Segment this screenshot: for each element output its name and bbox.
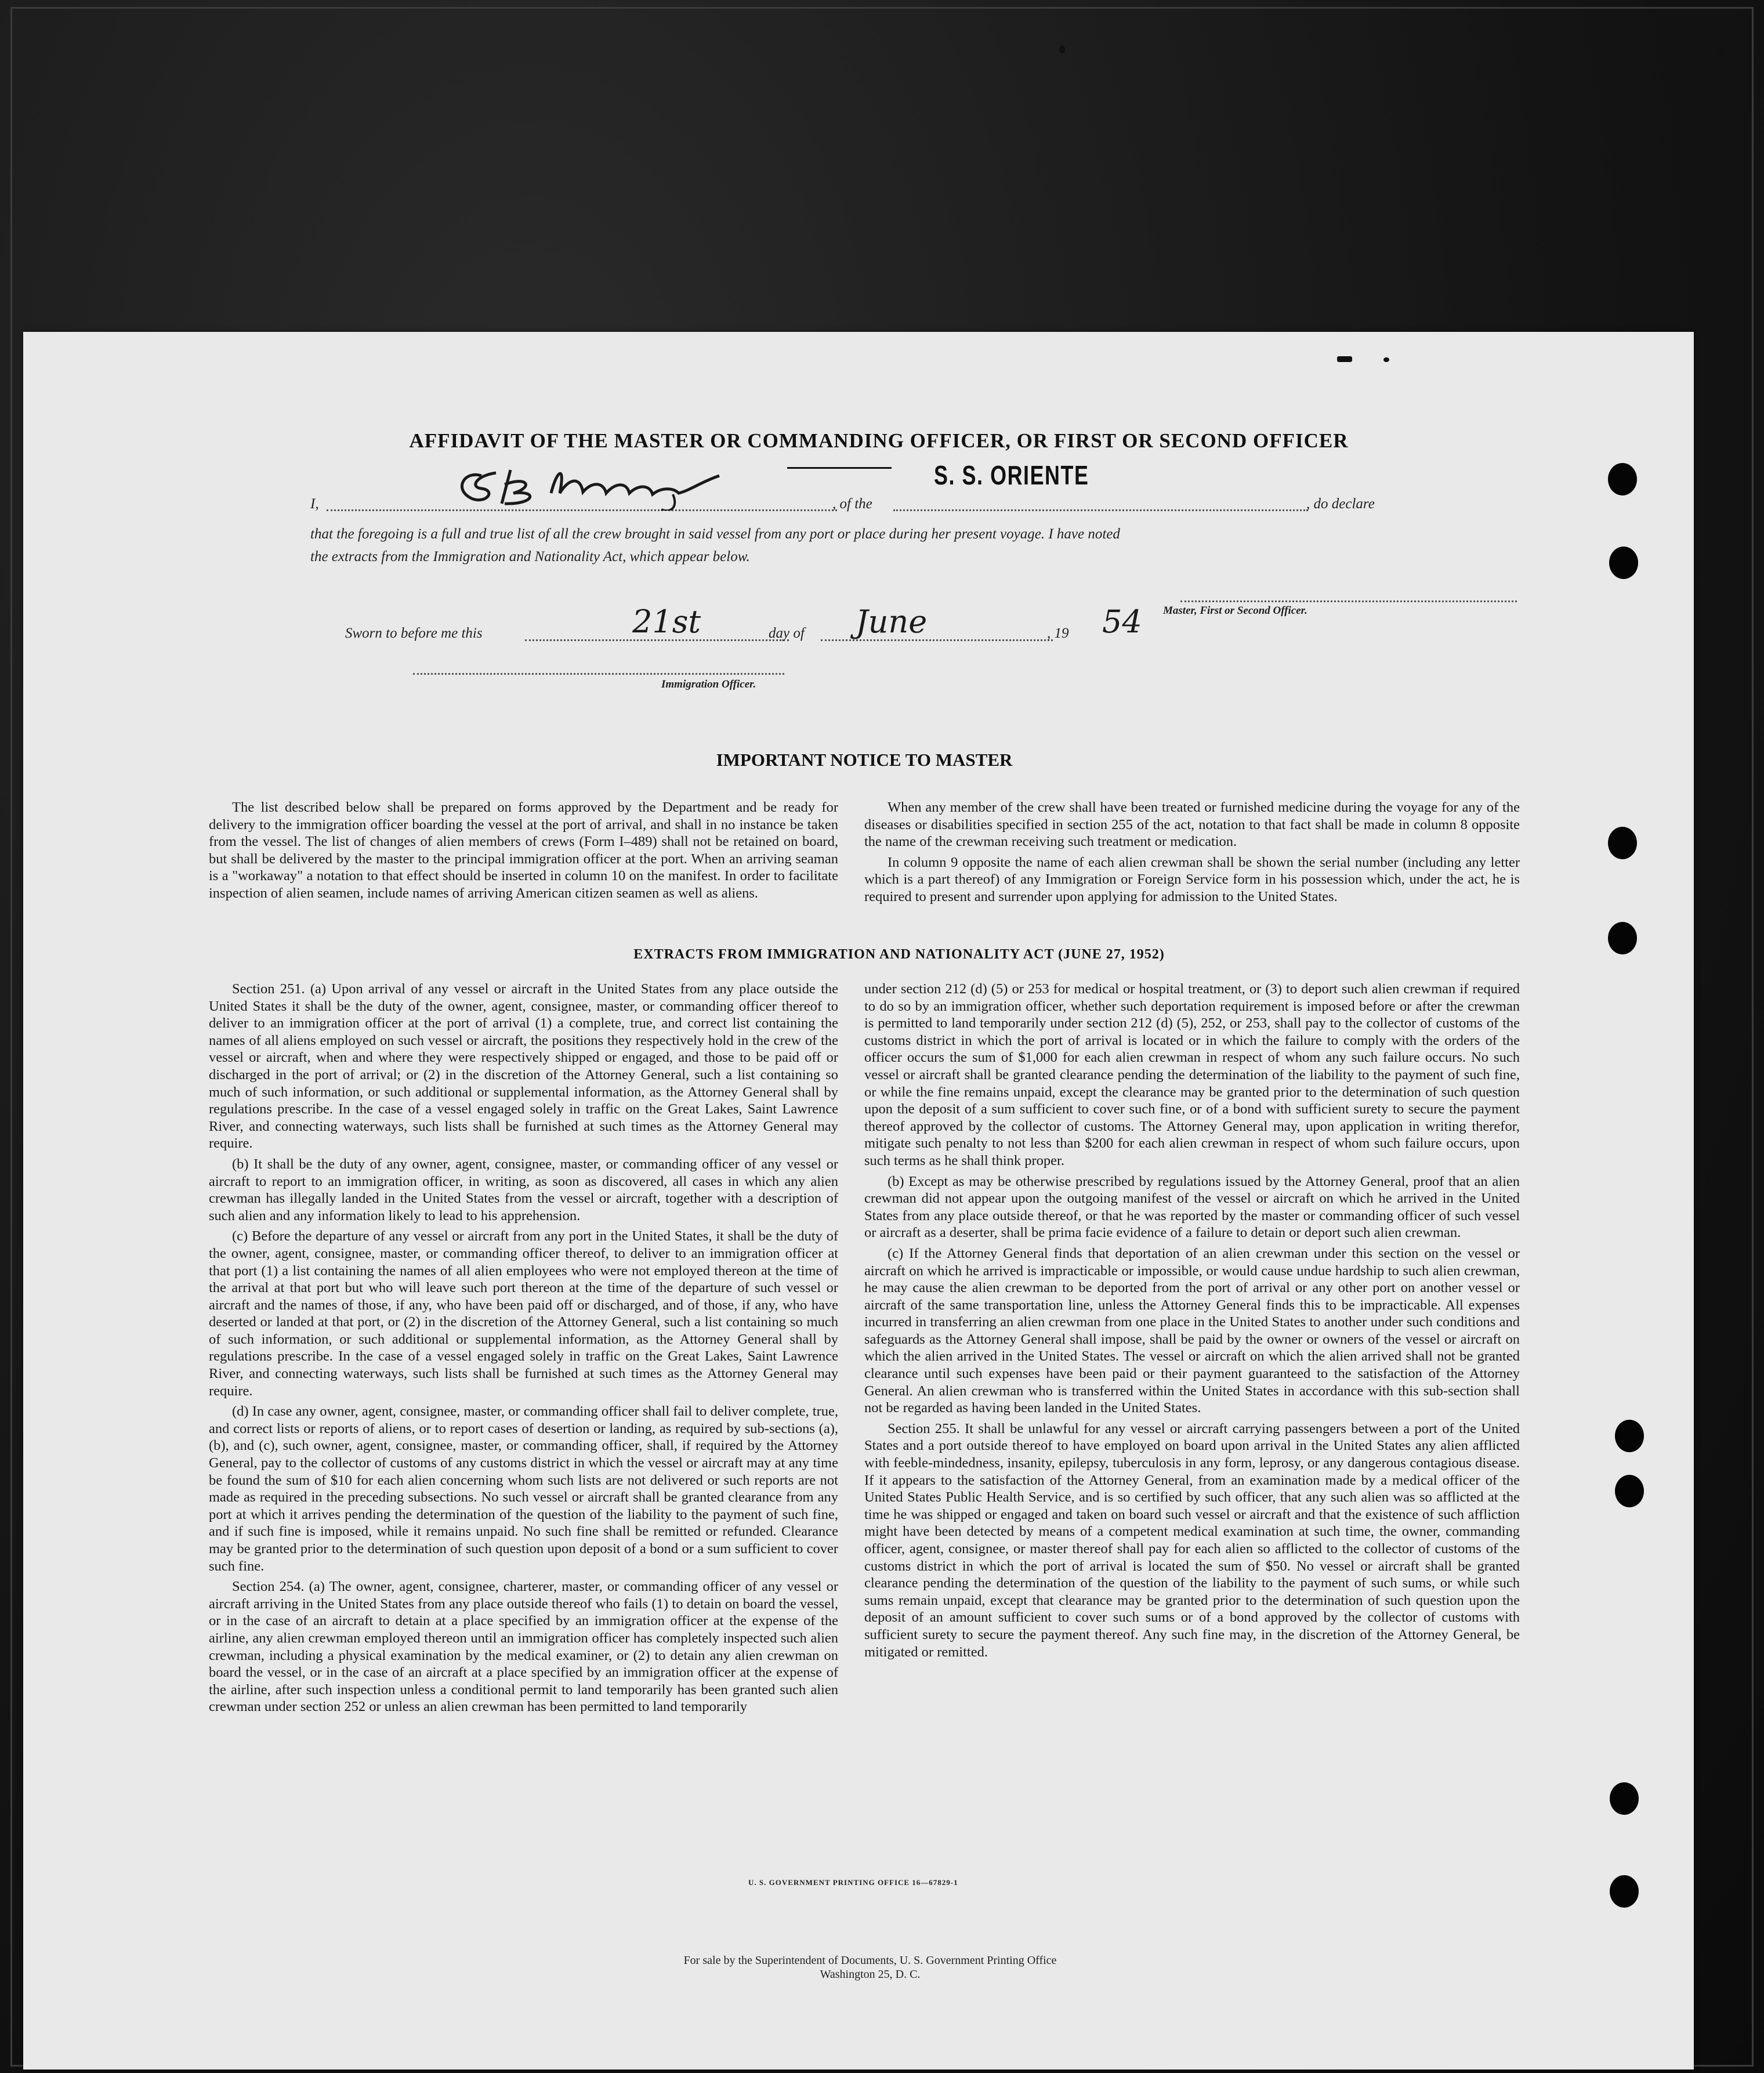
extract-paragraph: (b) It shall be the duty of any owner, agent, consignee, master, or commanding officer of any vessel or aircraft to report to an immigration officer, in writing, as soon as discovered, all cases in which any alien crewman has illegally landed in the United States from the vessel or aircraft, together with a description of such alien and any information likely to lead to his apprehension.: [209, 1156, 838, 1224]
dust-speck: [1059, 45, 1065, 53]
vessel-rule: [787, 467, 892, 469]
immigration-officer-signature-line: [413, 673, 784, 675]
binder-hole: [1608, 922, 1637, 954]
binder-hole: [1615, 1475, 1644, 1507]
notice-heading: IMPORTANT NOTICE TO MASTER: [716, 750, 1013, 770]
day-of-label: day of: [769, 625, 805, 641]
extract-paragraph: Section 251. (a) Upon arrival of any vessel or aircraft in the United States from any place outside the United States it shall be the duty of the owner, agent, consignee, master, or commanding officer thereof to deliver to an immigration officer at the port of arrival (1) a complete, true, and correct list containing the names of all aliens employed on such vessel or aircraft, the positions they respectively hold in the crew of the vessel or aircraft, when and where they were respectively shipped or engaged, and those to be paid off or discharged in the port of arrival; or (2) in the discretion of the Attorney General, such a list containing so much of such information, or such additional or supplemental information, as the Attorney General shall by regulations prescribe. In the case of a vessel engaged solely in traffic on the Great Lakes, Saint Lawrence River, and connecting waterways, such lists shall be furnished at such times as the Attorney General may require.: [209, 981, 838, 1152]
affiant-prefix: I,: [310, 496, 319, 512]
extract-paragraph: (c) Before the departure of any vessel or aircraft from any port in the United States, it shall be the duty of the owner, agent, consignee, master, or commanding officer thereof, to deliver to an immigration officer at that port (1) a list containing the names of all alien employees who were not employed thereon at the time of the arrival at that port but who will leave such port thereon at the time of the departure of such vessel or aircraft and the names of those, if any, who have been paid off or discharged, and of those, if any, who have deserted or landed at that port, or (2) in the discretion of the Attorney General, such a list containing so much of such information, or such additional or supplemental information, as the Attorney General shall by regulations prescribe. In the case of a vessel engaged solely in traffic on the Great Lakes, Saint Lawrence River, and connecting waterways, such lists shall be furnished at such times as the Attorney General may require.: [209, 1228, 838, 1399]
notice-right-column: [864, 799, 1520, 909]
extracts-heading: EXTRACTS FROM IMMIGRATION AND NATIONALITY ACT (JUNE 27, 1952): [633, 947, 1165, 962]
extract-paragraph: (d) In case any owner, agent, consignee, master, or commanding officer shall fail to deliver complete, true, and correct lists or reports of aliens, or to report cases of desertion or landing, as required by sub-sections (a), (b), and (c), such owner, agent, consignee, master, or commanding officer, shall, if required by the Attorney General, pay to the collector of customs of any customs district in which the vessel or aircraft may at any time be found the sum of $10 for each alien concerning whom such lists are not delivered or such reports are not made as required in the preceding subsections. No such vessel or aircraft shall be granted clearance from any port at which it arrives pending the determination of the question of the liability to the payment of such fine, and if such fine is imposed, while it remains unpaid. No such fine shall be remitted or refunded. Clearance may be granted prior to the determination of such question upon deposit of a bond or a sum sufficient to cover such fine.: [209, 1403, 838, 1574]
extracts-right-column: [864, 981, 1520, 1664]
notice-paragraph: The list described below shall be prepared on forms approved by the Department and be ready for delivery to the immigration officer boarding the vessel at the port of arrival, and shall in no instance be taken from the vessel. The list of changes of alien members of crews (Form I–489) shall not be retained on board, but shall be delivered by the master to the principal immigration officer at the port. When an arriving seaman is a "workaway" a notation to that effect should be inserted in column 10 on the manifest. In order to facilitate inspection of alien seamen, include names of arriving American citizen seamen as well as aliens.: [209, 799, 838, 901]
binder-hole: [1608, 827, 1637, 859]
sworn-month: June: [856, 603, 928, 640]
extract-paragraph: Section 255. It shall be unlawful for any vessel or aircraft carrying passengers between a port of the United States and a port outside thereof to have employed on board upon arrival in the United States any alien afflicted with feeble-mindedness, insanity, epilepsy, tuberculosis in any form, leprosy, or any dangerous contagious disease. If it appears to the satisfaction of the Attorney General, from an examination made by a medical officer of the United States Public Health Service, and is so certified by such officer, that any such alien was so afflicted at the time he was shipped or engaged and taken on board such vessel or aircraft and that the existence of such affliction might have been detected by means of a competent medical examination at such time, the owner, commanding officer, agent, consignee, or master thereof shall pay for each alien so afflicted to the collector of customs of the customs district in which the port of arrival is located the sum of $50. No vessel or aircraft shall be granted clearance pending the determination of the question of the liability to the payment of such sums, or while such sums remain unpaid, except that clearance may be granted prior to the determination of such question upon the deposit of an amount sufficient to cover such sums or of a bond approved by the collector of customs with sufficient surety to secure the payment thereof. Any such fine may, in the discretion of the Attorney General, be mitigated or remitted.: [864, 1420, 1520, 1660]
binder-hole: [1609, 547, 1638, 579]
notice-paragraph: When any member of the crew shall have been treated or furnished medicine during the voyage for any of the diseases or disabilities specified in section 255 of the act, notation to that fact shall be made in column 8 opposite the name of the crewman receiving such treatment or medication.: [864, 799, 1520, 850]
affidavit-title: AFFIDAVIT OF THE MASTER OR COMMANDING OFFICER, OR FIRST OR SECOND OFFICER: [409, 429, 1349, 452]
vessel-name: S. S. ORIENTE: [934, 460, 1089, 490]
sale-line-1: For sale by the Superintendent of Documents, U. S. Government Printing Office: [683, 1954, 1057, 1967]
extract-paragraph: (c) If the Attorney General finds that deportation of an alien crewman under this section on the vessel or aircraft on which he arrived is impracticable or impossible, or would cause undue hardship to such alien crewman, he may cause the alien crewman to be deported from the port of arrival or any other port on another vessel or aircraft of the same transportation line, unless the Attorney General finds this to be impracticable. All expenses incurred in transferring an alien crewman from one place in the United States to another under such conditions and safeguards as the Attorney General shall impose, shall be paid by the owner or owners of the vessel or aircraft on which the alien arrived in the United States. The vessel or aircraft on which the alien arrived shall not be granted clearance until such expenses have been paid or their payment guaranteed to the satisfaction of the Attorney General. An alien crewman who is transferred within the United States in accordance with this sub-section shall not be regarded as having been landed in the United States.: [864, 1245, 1520, 1416]
binder-hole: [1610, 1875, 1639, 1908]
do-declare-label: , do declare: [1306, 496, 1375, 512]
master-label: Master, First or Second Officer.: [1163, 605, 1307, 617]
gpo-imprint: U. S. GOVERNMENT PRINTING OFFICE 16—67829-1: [748, 1878, 958, 1887]
ink-mark: [1383, 357, 1389, 362]
binder-hole: [1610, 1782, 1639, 1815]
sworn-day: 21st: [632, 603, 701, 640]
extract-paragraph: under section 212 (d) (5) or 253 for medical or hospital treatment, or (3) to deport such alien crewman if required to do so by an immigration officer, whether such deportation requirement is imposed before or after the crewman is permitted to land temporarily under section 212 (d) (5), 252, or 253, shall pay to the collector of customs of the customs district in which the port of arrival is located or in which the failure to comply with the orders of the officer occurs the sum of $1,000 for each alien crewman in respect of whom any such failure occurs. No such vessel or aircraft shall be granted clearance pending the determination of the liability to the payment of such fine, or while the fine remains unpaid, except the clearance may be granted prior to the determination of such question upon the deposit of a sum sufficient to cover such fine, or of a bond with sufficient surety to secure the payment thereof approved by the collector of customs. The Attorney General may, upon application in writing therefor, mitigate such penalty to not less than $200 for each alien crewman in respect of whom such failure occurs, upon such terms as he shall think proper.: [864, 981, 1520, 1168]
declaration-line-2: that the foregoing is a full and true list of all the crew brought in said vessel from any port or place during her present voyage. I have noted: [310, 526, 1120, 542]
binder-hole: [1608, 463, 1637, 495]
extract-paragraph: (b) Except as may be otherwise prescribed by regulations issued by the Attorney General, proof that an alien crewman did not appear upon the outgoing manifest of the vessel or aircraft on which he arrived in the United States from any place outside thereof, or that he was reported by the master or commanding officer of such vessel or aircraft as a deserter, shall be prima facie evidence of a failure to detain or deport such alien crewman.: [864, 1173, 1520, 1241]
extracts-left-column: [209, 981, 838, 1719]
notice-paragraph: In column 9 opposite the name of each alien crewman shall be shown the serial number (including any letter which is a part thereof) of any Immigration or Foreign Service form in his possession which, under the act, he is required to present and surrender upon applying for admission to the United States.: [864, 854, 1520, 905]
master-signature-line: [1180, 600, 1517, 602]
sworn-prefix: Sworn to before me this: [345, 625, 483, 641]
vessel-field: [893, 509, 1308, 511]
master-signature: [441, 458, 742, 511]
binder-hole: [1615, 1420, 1644, 1452]
immigration-officer-label: Immigration Officer.: [661, 678, 756, 690]
of-the-label: , of the: [832, 496, 872, 512]
ink-mark: [1337, 356, 1352, 362]
affidavit-page: [23, 332, 1694, 2070]
dust-speck: [1717, 46, 1726, 56]
sale-notice: [580, 1953, 1160, 1981]
extract-paragraph: Section 254. (a) The owner, agent, consignee, charterer, master, or commanding officer of any vessel or aircraft arriving in the United States from any place outside thereof who fails (1) to detain on board the vessel, or in the case of an aircraft to detain at a place specified by an immigration officer at the expense of the airline, any alien crewman employed thereon until an immigration officer has completely inspected such alien crewman, including a physical examination by the medical examiner, or (2) to detain any alien crewman on board the vessel, or in the case of an aircraft at a place specified by an immigration officer at the expense of the airline, after such inspection unless a conditional permit to land temporarily has been granted such alien crewman under section 252 or unless an alien crewman has been permitted to land temporarily: [209, 1579, 838, 1715]
sale-line-2: Washington 25, D. C.: [820, 1968, 921, 1981]
declaration-line-3: the extracts from the Immigration and Nationality Act, which appear below.: [310, 549, 750, 565]
sworn-year: 54: [1102, 603, 1142, 640]
year-prefix: , 19: [1047, 625, 1069, 641]
notice-left-column: [209, 799, 838, 906]
